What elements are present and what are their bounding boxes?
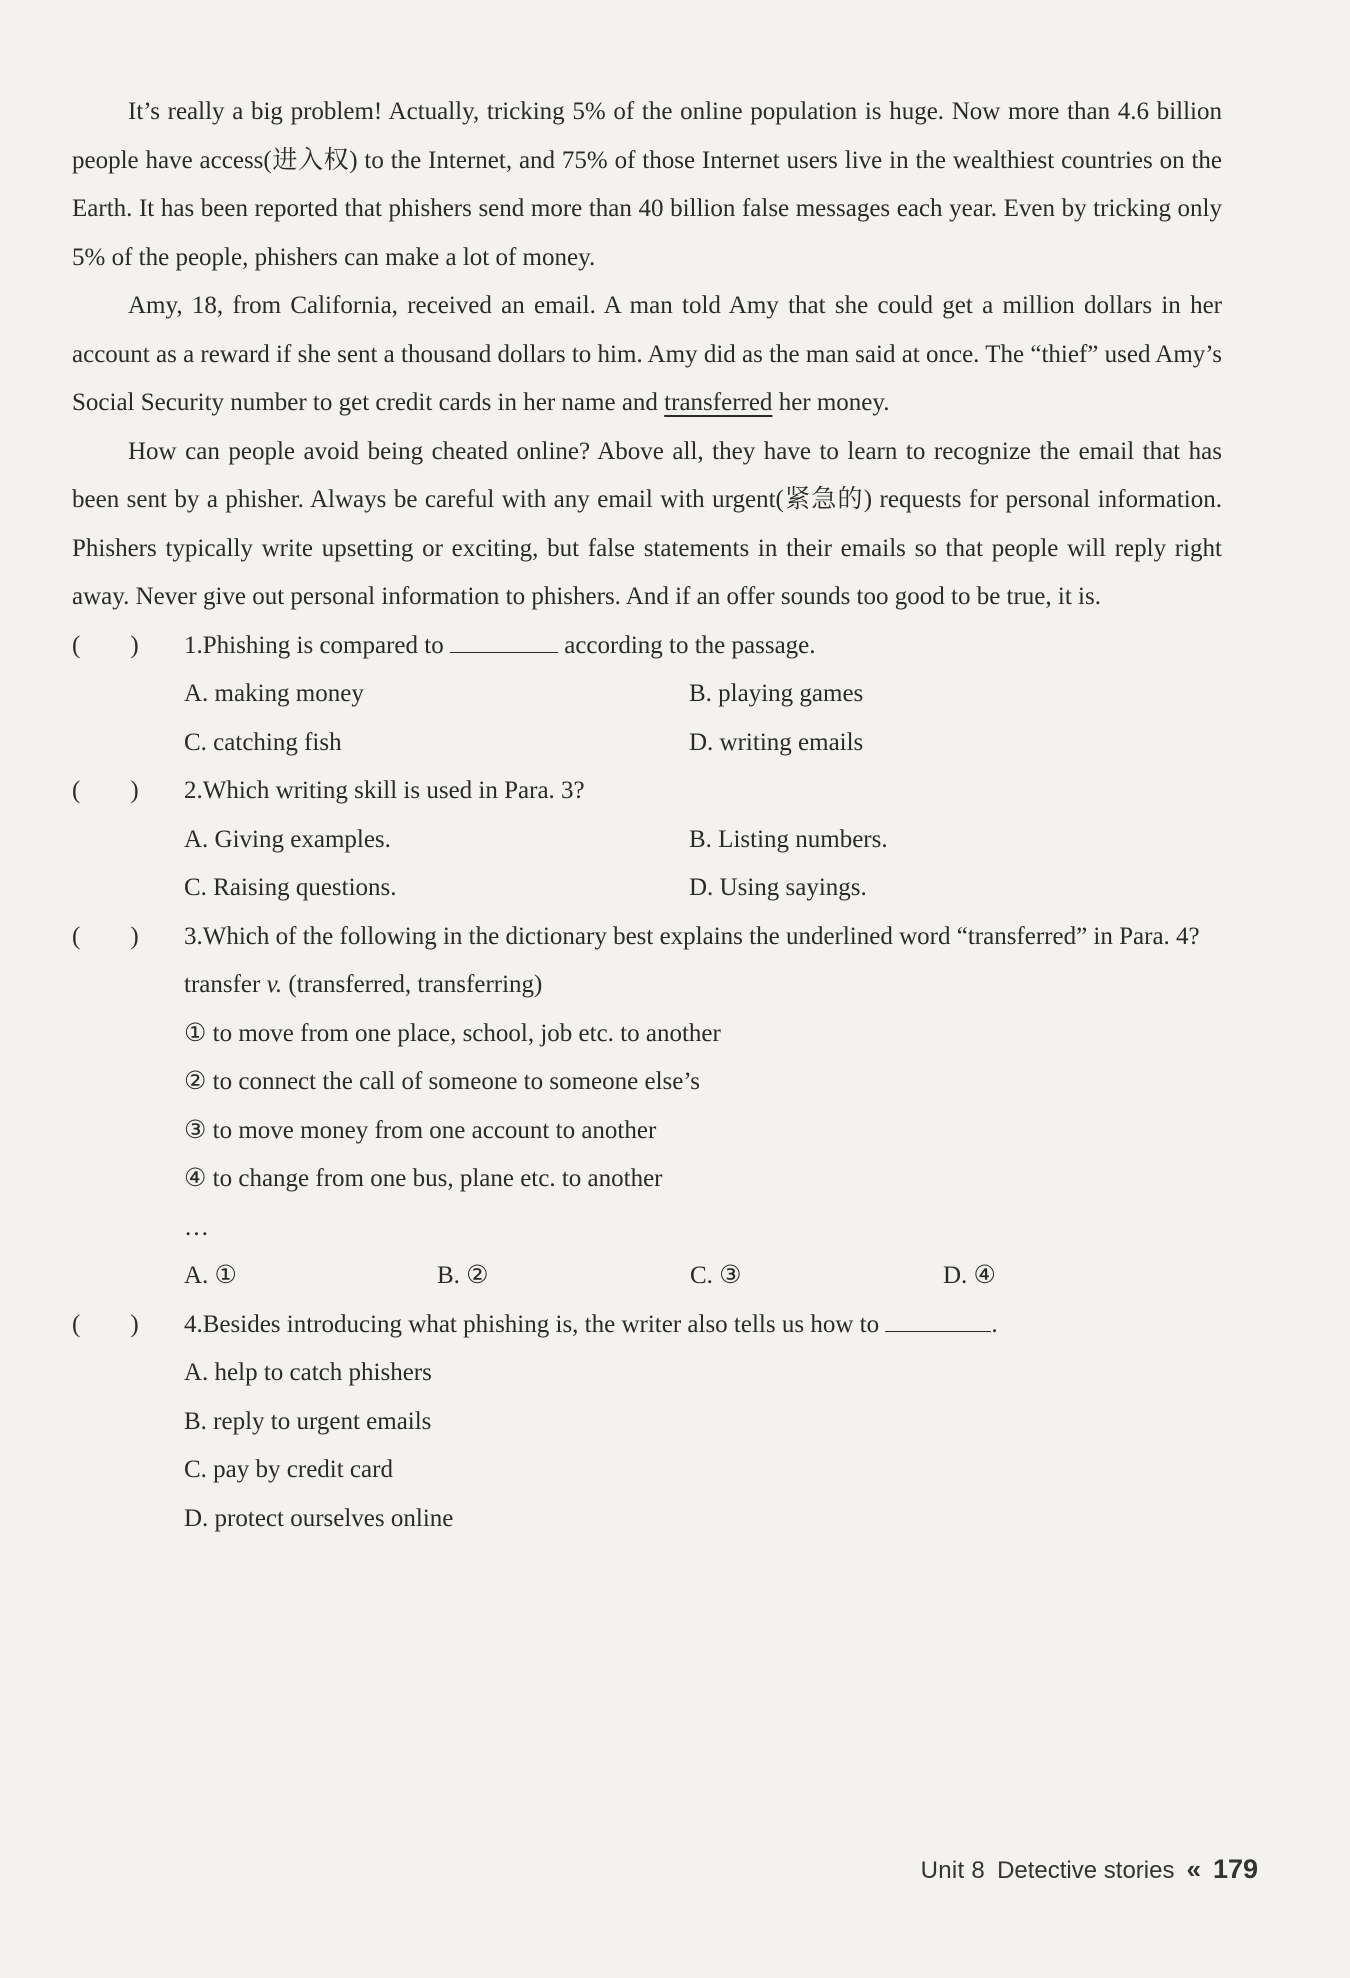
question-3-options bbox=[72, 1252, 1222, 1301]
chevron-left-icon: « bbox=[1186, 1854, 1201, 1884]
question-1-text-after: according to the passage. bbox=[557, 631, 816, 659]
question-3-option-d[interactable]: D. ④ bbox=[943, 1262, 996, 1289]
question-4-number: 4. bbox=[184, 1310, 203, 1338]
page-footer bbox=[921, 1854, 1258, 1885]
question-4-answer-bracket[interactable]: ( ) bbox=[72, 1310, 139, 1338]
dictionary-entry bbox=[72, 961, 1222, 1252]
dictionary-headword bbox=[184, 961, 1222, 1010]
question-4-text-before: Besides introducing what phishing is, the writer also tells us how to bbox=[202, 1310, 886, 1338]
dictionary-sense-3: ③ to move money from one account to another bbox=[184, 1116, 657, 1144]
question-1-option-c[interactable]: C. catching fish bbox=[184, 728, 342, 756]
question-2-option-a[interactable]: A. Giving examples. bbox=[184, 825, 391, 853]
question-2-text: Which writing skill is used in Para. 3? bbox=[202, 777, 585, 804]
paragraph-2-text-after: her money. bbox=[772, 389, 890, 416]
page-number: 179 bbox=[1212, 1854, 1258, 1884]
question-2-stem bbox=[72, 767, 1222, 816]
question-1-option-a[interactable]: A. making money bbox=[184, 680, 364, 707]
questions-section bbox=[72, 622, 1222, 1544]
question-4-stem bbox=[72, 1301, 1222, 1350]
paragraph-1: It’s really a big problem! Actually, tricking 5% of the online population is huge. Now more than 4.6 billion people have access(进入权) to the Internet, and 75% of those Internet users live in the wealthiest countries on the Earth. It has been reported that phishers send more than 40 billion false messages each year. Even by tricking only 5% of the people, phishers can make a lot of money. bbox=[72, 98, 1222, 271]
footer-unit: Unit 8 bbox=[920, 1857, 986, 1884]
question-4-blank[interactable] bbox=[885, 1301, 991, 1332]
question-3-option-b[interactable]: B. ② bbox=[437, 1262, 489, 1289]
question-4-option-c[interactable]: C. pay by credit card bbox=[184, 1456, 393, 1483]
question-3-text: Which of the following in the dictionary best explains the underlined word “transferred” in Para. 4? bbox=[202, 922, 1200, 950]
question-4-option-a[interactable]: A. help to catch phishers bbox=[184, 1359, 432, 1386]
dictionary-sense-4: ④ to change from one bus, plane etc. to another bbox=[184, 1165, 663, 1192]
question-3-stem bbox=[72, 913, 1222, 962]
question-2-option-c[interactable]: C. Raising questions. bbox=[184, 874, 397, 901]
question-1-option-d[interactable]: D. writing emails bbox=[689, 728, 864, 756]
question-1-option-b[interactable]: B. playing games bbox=[689, 680, 864, 707]
question-4-option-b[interactable]: B. reply to urgent emails bbox=[184, 1407, 432, 1435]
paragraph-2 bbox=[72, 282, 1222, 428]
question-3-option-c[interactable]: C. ③ bbox=[690, 1262, 742, 1289]
question-3-answer-bracket[interactable]: ( ) bbox=[72, 922, 139, 950]
footer-title: Detective stories bbox=[997, 1857, 1175, 1884]
underlined-word-transferred: transferred bbox=[664, 389, 773, 416]
question-1-number: 1. bbox=[184, 631, 203, 659]
dictionary-word: transfer bbox=[184, 971, 267, 998]
paragraph-3: How can people avoid being cheated online? Above all, they have to learn to recognize the email that has been sent by a phisher. Always be careful with any email with urgent(紧急的) requests for personal information. Phishers typically write upsetting or exciting, but false statements in their emails so that people will reply right away. Never give out personal information to phishers. And if an offer sounds too good to be true, it is. bbox=[72, 437, 1222, 610]
question-1-options bbox=[72, 670, 1222, 767]
dictionary-part-of-speech: v. bbox=[266, 971, 283, 998]
question-1-answer-bracket[interactable]: ( ) bbox=[72, 631, 139, 659]
dictionary-sense-1: ① to move from one place, school, job etc. to another bbox=[184, 1019, 721, 1047]
question-2-number: 2. bbox=[184, 777, 203, 804]
question-1-blank[interactable] bbox=[450, 622, 558, 653]
question-1-stem bbox=[72, 622, 1222, 671]
dictionary-forms: (transferred, transferring) bbox=[282, 971, 543, 998]
question-2-option-d[interactable]: D. Using sayings. bbox=[689, 874, 867, 901]
dictionary-sense-2: ② to connect the call of someone to someone else’s bbox=[184, 1068, 701, 1095]
question-1-text-before: Phishing is compared to bbox=[202, 631, 450, 659]
question-2-option-b[interactable]: B. Listing numbers. bbox=[689, 825, 888, 853]
question-3-option-a[interactable]: A. ① bbox=[184, 1262, 237, 1289]
question-4-option-d[interactable]: D. protect ourselves online bbox=[184, 1504, 454, 1532]
question-3-number: 3. bbox=[184, 922, 203, 950]
paragraph-2-text-before: Amy, 18, from California, received an email. A man told Amy that she could get a million dollars in her account as a reward if she sent a thousand dollars to him. Amy did as the man said at once. The “thief” used Amy’s Social Security number to get credit cards in her name and bbox=[72, 292, 1222, 416]
dictionary-ellipsis: … bbox=[184, 1213, 209, 1241]
question-4-text-after: . bbox=[991, 1310, 998, 1338]
question-2-options bbox=[72, 816, 1222, 913]
question-4-options bbox=[72, 1349, 1222, 1543]
question-2-answer-bracket[interactable]: ( ) bbox=[72, 777, 139, 804]
